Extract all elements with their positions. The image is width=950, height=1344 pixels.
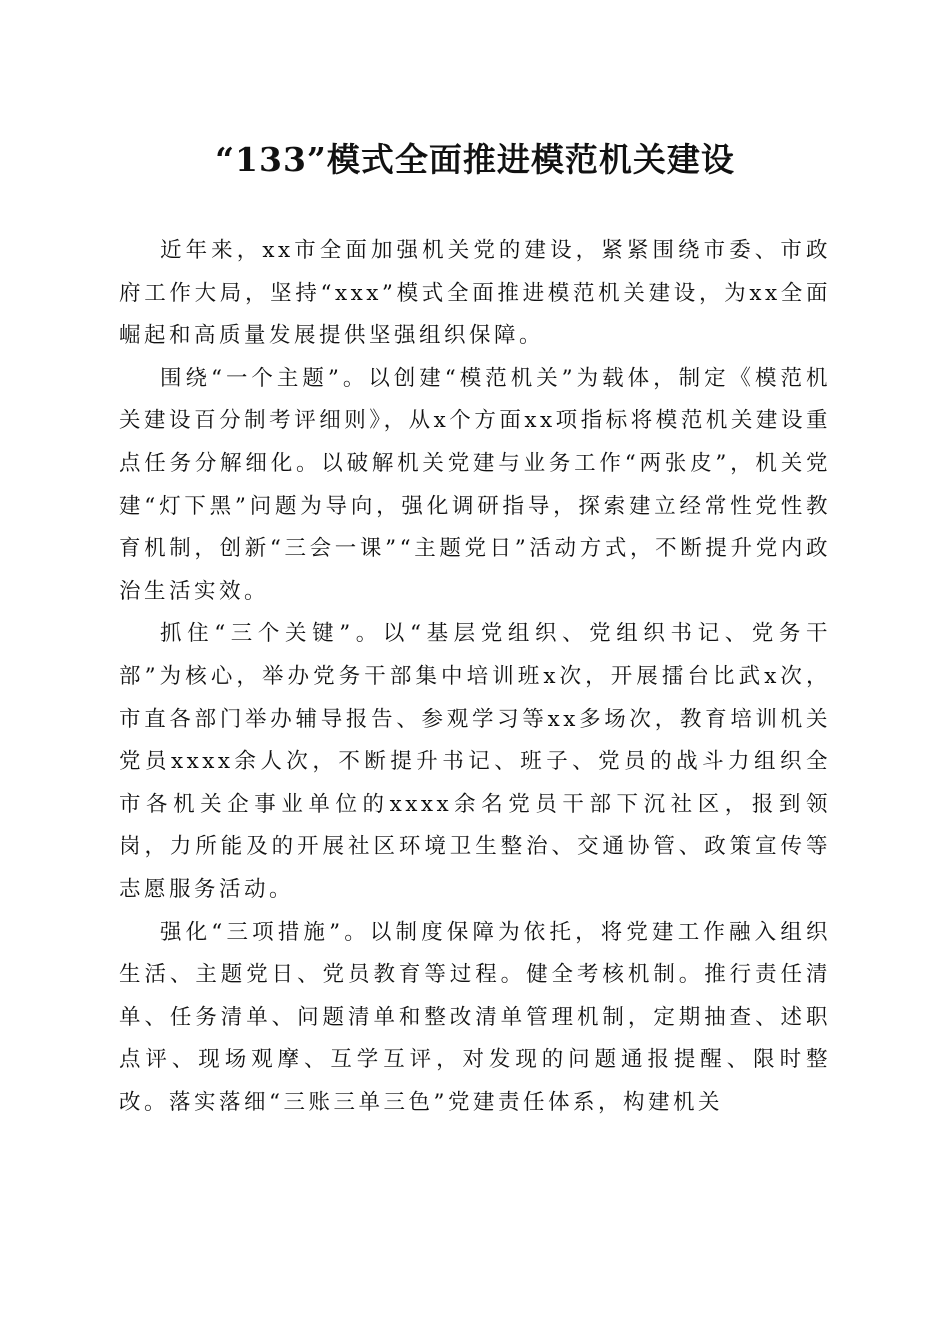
document-body xyxy=(119,230,831,1124)
paragraph-intro: 近年来，xx市全面加强机关党的建设，紧紧围绕市委、市政府工作大局，坚持“xxx”模式全面推进模范机关建设，为xx全面崛起和高质量发展提供坚强组织保障。 xyxy=(119,238,831,349)
document-title: “133”模式全面推进模范机关建设 xyxy=(215,140,735,179)
paragraph-one-theme: 围绕“一个主题”。以创建“模范机关”为载体，制定《模范机关建设百分制考评细则》，从x个方面xx项指标将模范机关建设重点任务分解细化。以破解机关党建与业务工作“两张皮”，机关党建“灯下黑”问题为导向，强化调研指导，探索建立经常性党性教育机制，创新“三会一课”“主题党日”活动方式，不断提升党内政治生活实效。 xyxy=(119,365,831,604)
paragraph-three-measures: 强化“三项措施”。以制度保障为依托，将党建工作融入组织生活、主题党日、党员教育等过程。健全考核机制。推行责任清单、任务清单、问题清单和整改清单管理机制，定期抽查、述职点评、现场观摩、互学互评，对发现的问题通报提醒、限时整改。落实落细“三账三单三色”党建责任体系，构建机关 xyxy=(119,919,831,1115)
paragraph-three-keys: 抓住“三个关键”。以“基层党组织、党组织书记、党务干部”为核心，举办党务干部集中培训班x次，开展擂台比武x次，市直各部门举办辅导报告、参观学习等xx多场次，教育培训机关党员xxxx余人次，不断提升书记、班子、党员的战斗力组织全市各机关企事业单位的xxxx余名党员干部下沉社区，报到领岗，力所能及的开展社区环境卫生整治、交通协管、政策宣传等志愿服务活动。 xyxy=(119,621,831,902)
